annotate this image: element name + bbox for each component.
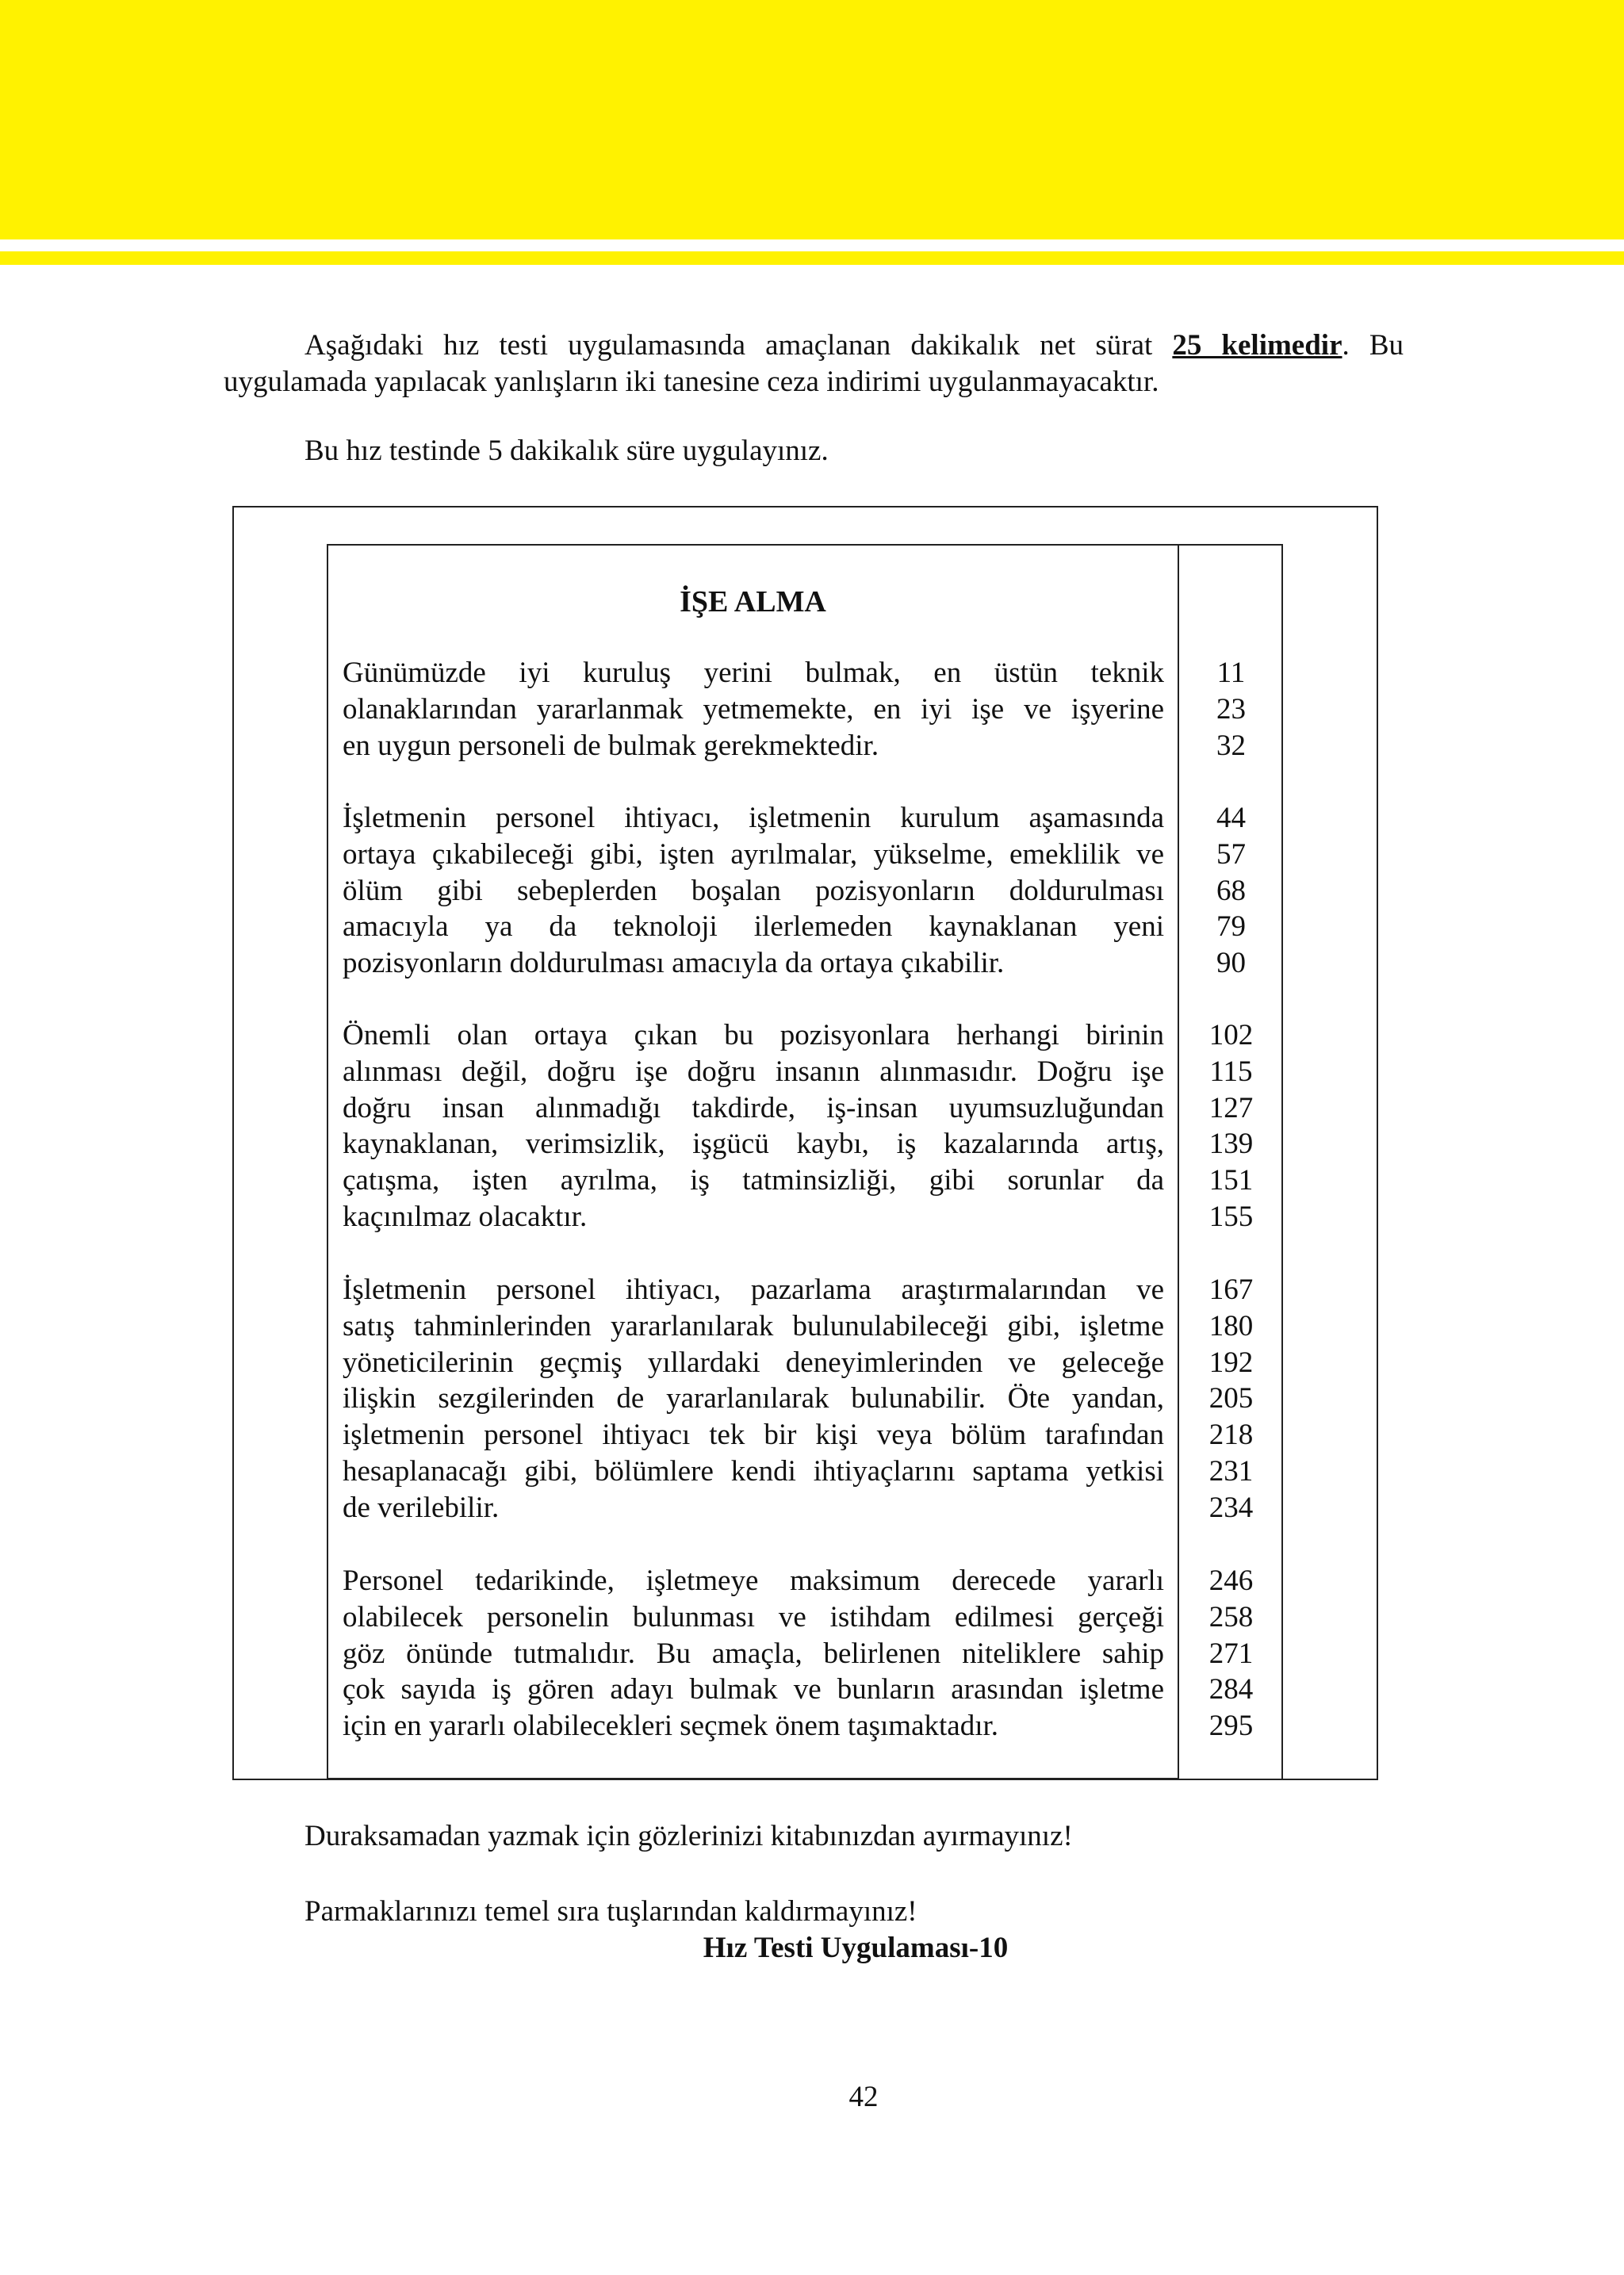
cumulative-word-count: 115 xyxy=(1209,1055,1253,1088)
text-paragraph xyxy=(343,800,1164,982)
text-line: Personel tedarikinde, işletmeye maksimum derecede yararlı xyxy=(343,1565,1164,1597)
text-paragraph xyxy=(343,1272,1164,1526)
paragraph-word-counts xyxy=(1179,655,1283,764)
intro-text-after: . Bu uygulamada yapılacak yanlışların iki tanesine ceza indirimi uygulanmayacaktır. xyxy=(224,329,1404,398)
text-line: ölüm gibi sebeplerden boşalan pozisyonların doldurulması xyxy=(343,874,1164,907)
paragraph-word-counts xyxy=(1179,800,1283,982)
cumulative-word-count: 32 xyxy=(1216,729,1246,762)
text-line: işletmenin personel ihtiyacı tek bir kişi veya bölüm tarafından xyxy=(343,1419,1164,1452)
cumulative-word-count: 258 xyxy=(1208,1600,1254,1633)
cumulative-word-count: 218 xyxy=(1208,1419,1254,1452)
text-paragraph xyxy=(343,655,1164,764)
cumulative-word-count: 234 xyxy=(1208,1491,1254,1524)
text-line: olanaklarından yararlanmak yetmemekte, en iyi işe ve işyerine xyxy=(343,692,1164,726)
cumulative-word-count: 102 xyxy=(1208,1019,1254,1051)
cumulative-word-count: 231 xyxy=(1208,1454,1254,1488)
intro-paragraph xyxy=(224,327,1404,400)
reminder-fingers: Parmaklarınızı temel sıra tuşlarından kaldırmayınız! xyxy=(304,1895,917,1928)
text-line: Günümüzde iyi kuruluş yerini bulmak, en üstün teknik xyxy=(343,657,1164,689)
cumulative-word-count: 246 xyxy=(1208,1565,1254,1597)
text-line: ilişkin sezgilerinden de yararlanılarak bulunabilir. Öte yandan, xyxy=(343,1382,1164,1415)
reminder-eyes: Duraksamadan yazmak için gözlerinizi kitabınızdan ayırmayınız! xyxy=(304,1820,1073,1852)
text-line: göz önünde tutmalıdır. Bu amaçla, belirlenen niteliklere sahip xyxy=(343,1637,1164,1670)
text-line: en uygun personeli de bulmak gerekmektedir. xyxy=(343,729,879,762)
text-title: İŞE ALMA xyxy=(680,585,826,619)
text-line: kaynaklanan, verimsizlik, işgücü kaybı, iş kazalarında artış, xyxy=(343,1128,1164,1161)
text-line: alınması değil, doğru işe doğru insanın alınmasıdır. Doğru işe xyxy=(343,1055,1164,1088)
yellow-header-stripe xyxy=(0,251,1624,265)
cumulative-word-count: 23 xyxy=(1216,692,1246,726)
cumulative-word-count: 205 xyxy=(1208,1382,1254,1415)
text-line: yöneticilerinin geçmiş yıllardaki deneyimlerinden ve geleceğe xyxy=(343,1346,1164,1379)
cumulative-word-count: 271 xyxy=(1208,1637,1254,1670)
text-line: Önemli olan ortaya çıkan bu pozisyonlara herhangi birinin xyxy=(343,1019,1164,1051)
text-line: çatışma, işten ayrılma, iş tatminsizliği, gibi sorunlar da xyxy=(343,1164,1164,1197)
cumulative-word-count: 155 xyxy=(1208,1200,1254,1233)
text-line: çok sayıda iş gören adayı bulmak ve bunların arasından işletme xyxy=(343,1673,1164,1706)
cumulative-word-count: 151 xyxy=(1208,1164,1254,1197)
text-line: olabilecek personelin bulunması ve istihdam edilmesi gerçeği xyxy=(343,1600,1164,1633)
yellow-header-banner xyxy=(0,0,1624,239)
text-line: amacıyla ya da teknoloji ilerlemeden kaynaklanan yeni xyxy=(343,910,1164,944)
paragraph-word-counts xyxy=(1179,1017,1283,1235)
exercise-title: Hız Testi Uygulaması-10 xyxy=(703,1932,1009,1964)
text-line: için en yararlı olabilecekleri seçmek önem taşımaktadır. xyxy=(343,1710,999,1743)
cumulative-word-count: 180 xyxy=(1208,1309,1254,1342)
cumulative-word-count: 284 xyxy=(1208,1673,1254,1706)
duration-instruction: Bu hız testinde 5 dakikalık süre uygulayınız. xyxy=(304,435,829,467)
text-line: doğru insan alınmadığı takdirde, iş-insan uyumsuzluğundan xyxy=(343,1091,1164,1124)
cumulative-word-count: 79 xyxy=(1216,910,1246,944)
text-line: satış tahminlerinden yararlanılarak bulunulabileceği gibi, işletme xyxy=(343,1309,1164,1342)
cumulative-word-count: 295 xyxy=(1208,1710,1254,1743)
text-line: ortaya çıkabileceği gibi, işten ayrılmalar, yükselme, emeklilik ve xyxy=(343,837,1164,871)
intro-text-before: Aşağıdaki hız testi uygulamasında amaçlanan dakikalık net sürat xyxy=(304,329,1153,362)
cumulative-word-count: 192 xyxy=(1208,1346,1254,1379)
cumulative-word-count: 57 xyxy=(1216,837,1246,871)
cumulative-word-count: 11 xyxy=(1216,657,1246,689)
text-paragraph xyxy=(343,1017,1164,1235)
cumulative-word-count: 127 xyxy=(1208,1091,1254,1124)
cumulative-word-count: 44 xyxy=(1216,802,1246,834)
paragraph-word-counts xyxy=(1179,1563,1283,1745)
paragraph-word-counts xyxy=(1179,1272,1283,1526)
text-line: pozisyonların doldurulması amacıyla da ortaya çıkabilir. xyxy=(343,947,1005,980)
target-speed: 25 kelimedir xyxy=(1172,329,1342,362)
cumulative-word-count: 167 xyxy=(1208,1273,1254,1306)
text-line: kaçınılmaz olacaktır. xyxy=(343,1200,588,1233)
cumulative-word-count: 90 xyxy=(1216,947,1246,980)
text-line: İşletmenin personel ihtiyacı, pazarlama araştırmalarından ve xyxy=(343,1273,1164,1306)
text-paragraph xyxy=(343,1563,1164,1745)
text-line: de verilebilir. xyxy=(343,1491,500,1524)
cumulative-word-count: 68 xyxy=(1216,874,1246,907)
cumulative-word-count: 139 xyxy=(1208,1128,1254,1161)
page-number: 42 xyxy=(848,2081,879,2113)
text-line: hesaplanacağı gibi, bölümlere kendi ihtiyaçlarını saptama yetkisi xyxy=(343,1454,1164,1488)
text-line: İşletmenin personel ihtiyacı, işletmenin kurulum aşamasında xyxy=(343,802,1164,834)
